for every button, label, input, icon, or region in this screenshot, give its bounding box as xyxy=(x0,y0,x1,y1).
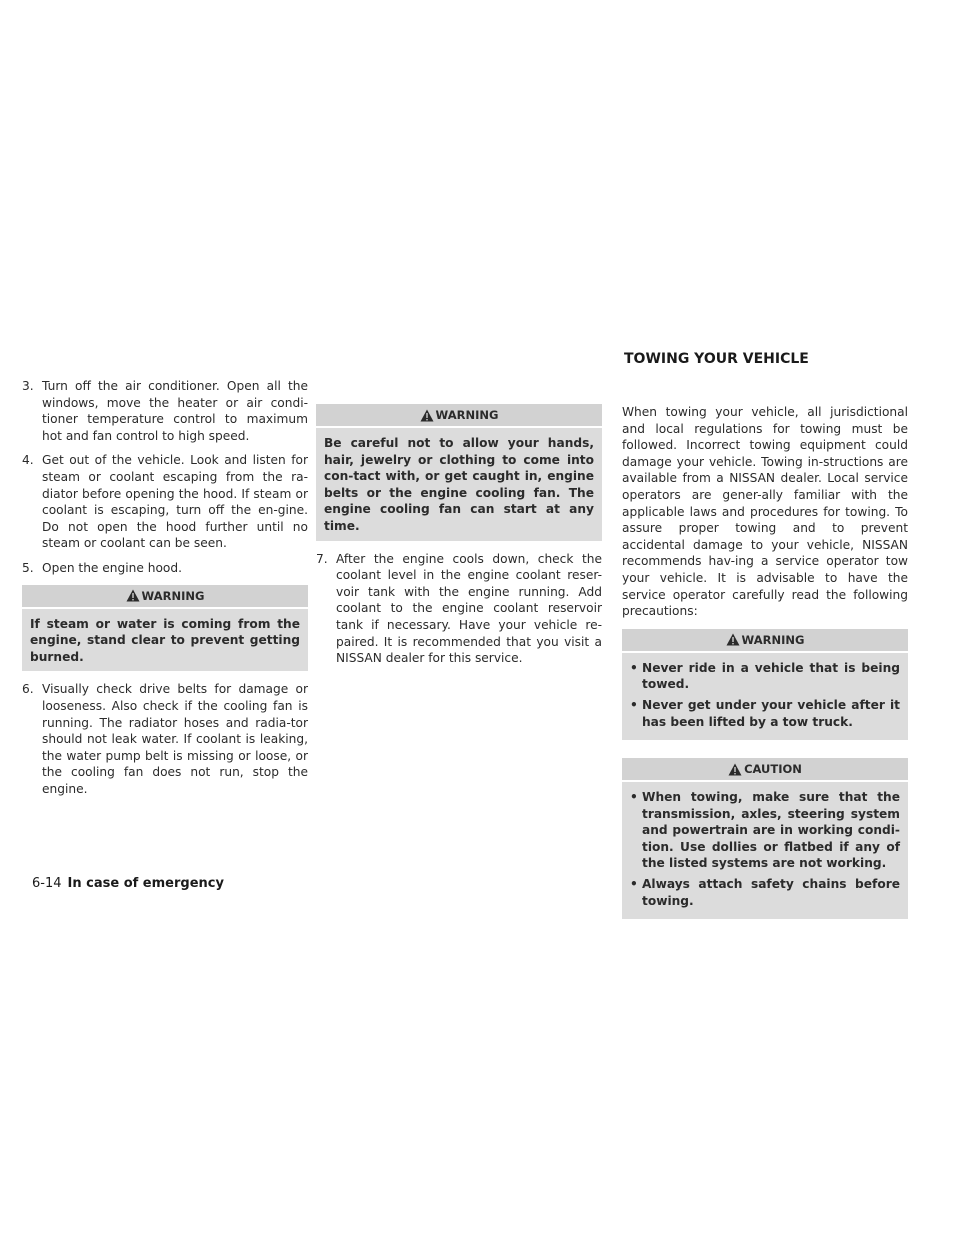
step-text: Turn off the air conditioner. Open all the windows, move the heater or air condi-tioner temperature control to maximum hot and fan control to high speed. xyxy=(42,379,308,443)
bullet-dot: • xyxy=(630,790,638,805)
bullet-text: Never get under your vehicle after it has been lifted by a tow truck. xyxy=(642,697,900,729)
caution-header xyxy=(622,758,908,782)
warning-box xyxy=(22,585,308,672)
step-4 xyxy=(22,452,308,552)
warning-triangle-icon xyxy=(420,409,434,422)
warning-text: Be careful not to allow your hands, hair, jewelry or clothing to come into con-tact with, or get caught in, engine belts or the engine cooling fan. The engine cooling fan can start at any time. xyxy=(324,436,594,533)
warning-label: WARNING xyxy=(741,632,805,647)
step-number: 6. xyxy=(22,682,34,697)
caution-bullets xyxy=(622,782,908,919)
warning-header xyxy=(316,404,602,428)
warning-box xyxy=(316,404,602,541)
step-number: 3. xyxy=(22,379,34,393)
bullet-text: Never ride in a vehicle that is being towed. xyxy=(642,660,900,692)
caution-label: CAUTION xyxy=(744,762,802,777)
warning-bullets xyxy=(622,653,908,740)
section-title: TOWING YOUR VEHICLE xyxy=(624,351,809,367)
step-text: Get out of the vehicle. Look and listen for steam or coolant escaping from the ra-diator before opening the hood. If steam or coolant is escaping, turn off the en-gine. Do not open the hood further until no steam or coolant can be seen. xyxy=(42,453,308,551)
column-right xyxy=(622,404,908,929)
step-3 xyxy=(22,378,308,444)
step-number: 4. xyxy=(22,453,34,468)
chapter-title: In case of emergency xyxy=(67,876,224,891)
warning-label: WARNING xyxy=(435,408,499,422)
bullet-dot: • xyxy=(630,697,638,712)
caution-bullet xyxy=(630,789,900,872)
column-left xyxy=(22,378,308,805)
warning-text: If steam or water is coming from the engine, stand clear to prevent getting burned. xyxy=(30,616,300,664)
step-text: Open the engine hood. xyxy=(42,560,182,575)
towing-intro: When towing your vehicle, all jurisdictional and local regulations for towing must be followed. Incorrect towing equipment could damage your vehicle. Towing in-structions are available from a NISSAN dealer. Local service operators are gener-ally familiar with the applicable laws and procedures for towing. To assure proper towing and to prevent accidental damage to your vehicle, NISSAN recommends hav-ing a service operator tow your vehicle. It is advisable to have the service operator carefully read the following precautions: xyxy=(622,405,908,619)
warning-bullet xyxy=(630,660,900,693)
step-number: 5. xyxy=(22,560,34,575)
page-footer xyxy=(32,876,224,891)
step-7 xyxy=(316,551,602,667)
warning-triangle-icon xyxy=(728,763,742,776)
warning-triangle-icon xyxy=(726,633,740,646)
step-5 xyxy=(22,560,308,577)
step-text: Visually check drive belts for damage or looseness. Also check if the cooling fan is running. The radiator hoses and radia-tor should not leak water. If coolant is leaking, the water pump belt is missing or loose, or the cooling fan does not run, stop the engine. xyxy=(42,682,308,796)
warning-box xyxy=(622,629,908,740)
warning-label: WARNING xyxy=(141,588,205,603)
bullet-dot: • xyxy=(630,877,638,892)
step-6 xyxy=(22,681,308,797)
bullet-dot: • xyxy=(630,660,638,675)
warning-bullet xyxy=(630,697,900,730)
bullet-text: When towing, make sure that the transmission, axles, steering system and powertrain are in working condi-tion. Use dollies or flatbed if any of the listed systems are not working. xyxy=(642,790,900,871)
warning-header xyxy=(22,585,308,609)
bullet-text: Always attach safety chains before towing. xyxy=(642,877,900,908)
page-number: 6-14 xyxy=(32,876,62,891)
step-text: After the engine cools down, check the coolant level in the engine coolant reser-voir tank with the engine running. Add coolant to the engine coolant reservoir tank if necessary. Have your vehicle re-paired. It is recommended that you visit a NISSAN dealer for this service. xyxy=(336,551,602,666)
caution-bullet xyxy=(630,876,900,909)
column-middle xyxy=(316,404,602,675)
caution-box xyxy=(622,758,908,919)
warning-header xyxy=(622,629,908,653)
step-number: 7. xyxy=(316,551,328,566)
warning-triangle-icon xyxy=(126,589,140,602)
